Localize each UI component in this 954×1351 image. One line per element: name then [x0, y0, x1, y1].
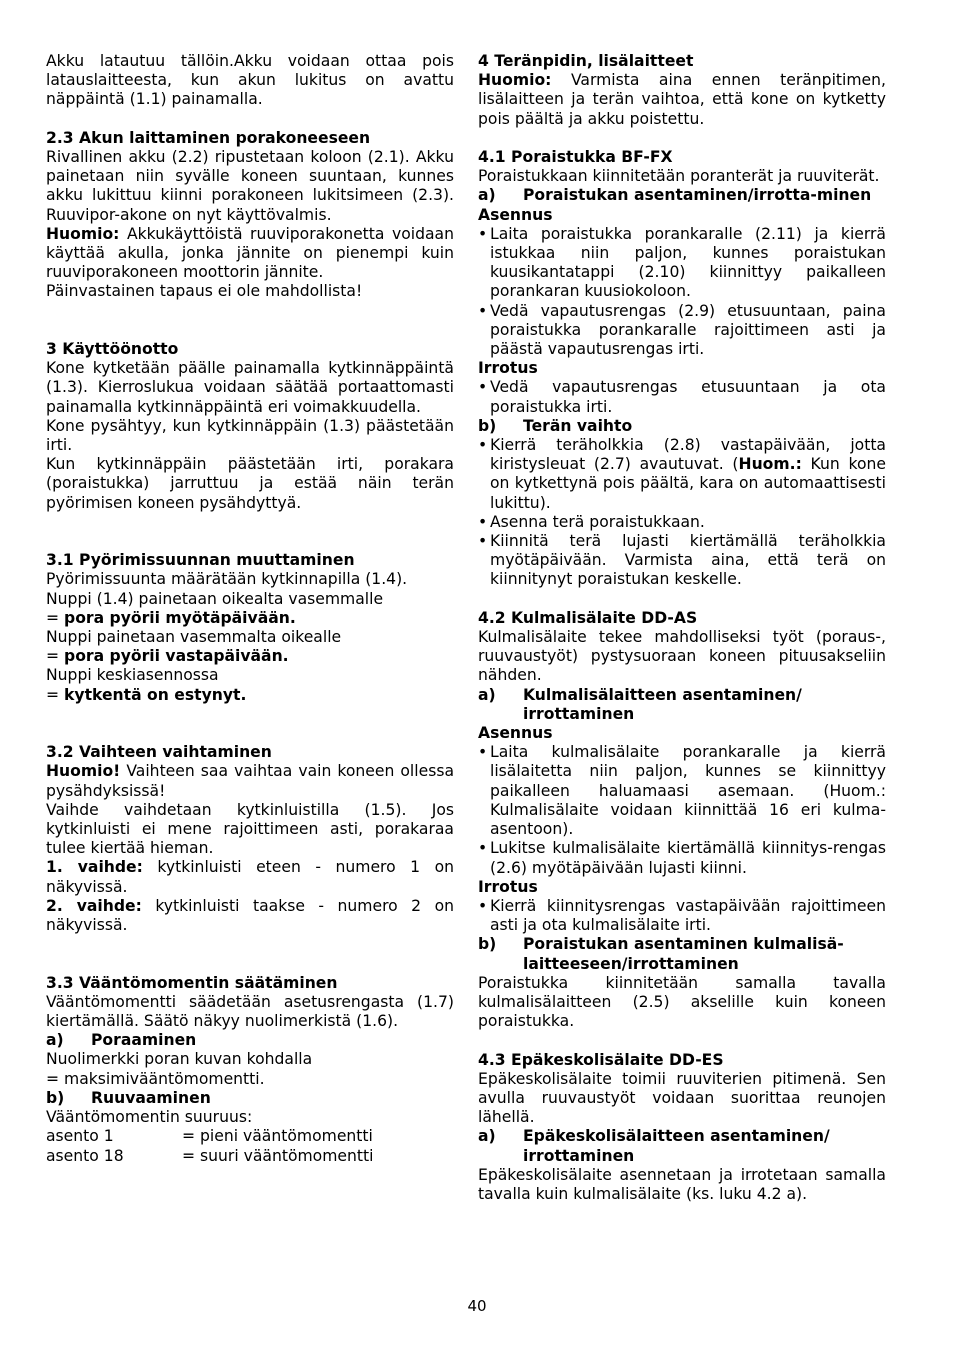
section-2-3-heading: 2.3 Akun laittaminen porakoneeseen	[46, 128, 371, 147]
section-3-paragraph-1: Kone kytketään päälle painamalla kytkinnäppäintä (1.3). Kierroslukua voidaan säätää portaattomasti painamalla kytkinnäppäintä eri voimakkuudella.	[46, 359, 454, 416]
subsection-title: Terän vaihto	[523, 416, 633, 435]
subsection-a-angle-mounting	[478, 686, 886, 724]
section-2-3-note	[46, 225, 454, 283]
section-3-paragraph-3: Kun kytkinnäppäin päästetään irti, porakara (poraistukka) jarruttuu ja estää näin terän pyörimisen koneen pysähdyttyä.	[46, 455, 454, 512]
section-4-3-heading: 4.3 Epäkeskolisälaite DD-ES	[478, 1050, 724, 1069]
gear-2-text: kytkinluisti taakse - numero 2 on näkyvissä.	[46, 896, 455, 935]
subsection-b-chuck-on-angle	[478, 935, 886, 973]
torque-position: asento 18	[46, 1146, 124, 1165]
torque-value: = pieni vääntömomentti	[182, 1127, 373, 1146]
section-3-1-line: Nuppi (1.4) painetaan oikealta vasemmalle	[46, 589, 384, 608]
drilling-line: = maksimivääntömomentti.	[46, 1069, 265, 1088]
section-3-3-paragraph: Vääntömomentti säädetään asetusrengasta (1.7) kiertämällä. Säätö näkyy nuolimerkistä (1.6).	[46, 992, 454, 1031]
note-label: Huomio!	[46, 762, 121, 781]
result-counterclockwise: pora pyörii vastapäivään.	[64, 647, 289, 666]
section-4-1-heading: 4.1 Poraistukka BF-FX	[478, 148, 673, 166]
section-4-3-paragraph-2: Epäkeskolisälaite asennetaan ja irrotetaan samalla tavalla kuin kulmalisälaite (ks. luku 4.2 a).	[478, 1165, 886, 1203]
note-text: Varmista aina ennen teränpitimen, lisälaitteen ja terän vaihtoa, että kone on kytketty pois päältä ja akku poistettu.	[478, 71, 886, 128]
note-label: Huom.:	[738, 455, 802, 474]
section-4-2-heading: 4.2 Kulmalisälaite DD-AS	[478, 608, 698, 627]
intro-paragraph: Akku latautuu tällöin.Akku voidaan ottaa pois latauslaitteesta, kun akun lukitus on avattu näppäintä (1.1) painamalla.	[46, 52, 454, 109]
bullet-item	[478, 436, 886, 513]
note-label: Huomio:	[478, 71, 552, 90]
torque-value: = suuri vääntömomentti	[182, 1146, 374, 1165]
section-4-3-paragraph: Epäkeskolisälaite toimii ruuviterien pitimenä. Sen avulla ruuvaustyöt voidaan suorittaa reunojen lähellä.	[478, 1069, 886, 1127]
gear-2-description	[46, 897, 454, 935]
installation-heading: Asennus	[478, 724, 553, 743]
gear-1-description	[46, 858, 454, 896]
bullet-item: • Lukitse kulmalisälaite kiertämällä kiinnitys-rengas (2.6) myötäpäivään lujasti kiinni.	[478, 839, 886, 877]
bullet-item: • Vedä vapautusrengas (2.9) etusuuntaan, paina poraistukka porankaralle rajoittimeen asti ja päästä vapautusrengas irti.	[478, 302, 886, 360]
subsection-label: a)	[478, 685, 496, 704]
note-text: Akkukäyttöistä ruuviporakonetta voidaan käyttää akulla, jonka jännite on pienempi kuin ruuviporakoneen moottorin jännite.	[46, 224, 454, 282]
subsection-title: Poraaminen	[91, 1031, 197, 1050]
gear-1-label: 1. vaihde:	[46, 858, 143, 877]
gear-1-text: kytkinluisti eteen - numero 1 on näkyvissä.	[46, 858, 455, 896]
note-label: Huomio:	[46, 224, 120, 243]
note-text: Vaihteen saa vaihtaa vain koneen ollessa pysähdyksissä!	[46, 762, 454, 800]
section-2-3-final: Päinvastainen tapaus ei ole mahdollista!	[46, 282, 363, 301]
subsection-title: Kulmalisälaitteen asentaminen/ irrottaminen	[523, 685, 802, 723]
section-4-2-paragraph: Kulmalisälaite tekee mahdolliseksi työt (poraus-, ruuvaustyöt) pystysuoraan koneen pituusakseliin nähden.	[478, 628, 886, 685]
bullet-item: • Laita kulmalisälaite porankaralle ja kierrä lisälaitetta niin paljon, kunnes se kiinnittyy paikalleen haluamaasi asemaan. (Huom.: Kulmalisälaite voidaan kiinnittää 16 eri kulma-asentoon).	[478, 743, 886, 839]
subsection-b-screwing	[46, 1089, 454, 1108]
bullet-text: Kierrä teräholkkia (2.8) vastapäivään, jotta kiristysleuat (2.7) avautuvat. (	[490, 436, 886, 474]
section-3-1-line: Nuppi keskiasennossa	[46, 666, 219, 685]
installation-heading: Asennus	[478, 205, 553, 224]
equals-sign: =	[46, 685, 65, 704]
section-3-1-result	[46, 647, 454, 666]
torque-position: asento 1	[46, 1127, 114, 1146]
section-2-3-paragraph: Rivallinen akku (2.2) ripustetaan koloon (2.1). Akku painetaan niin syvälle koneen suuntaan, kunnes akku lukittuu kiinni porakoneen lukitsimeen (2.3). Ruuvipor-akone on nyt käyttövalmis.	[46, 148, 454, 224]
result-locked: kytkentä on estynyt.	[64, 685, 247, 704]
bullet-item: • Vedä vapautusrengas etusuuntaan ja ota poraistukka irti.	[478, 378, 886, 416]
section-3-heading: 3 Käyttöönotto	[46, 340, 179, 359]
subsection-label: b)	[46, 1088, 65, 1107]
equals-sign: =	[46, 608, 65, 627]
bullet-item: • Kiinnitä terä lujasti kiertämällä teräholkkia myötäpäivään. Varmista aina, että terä on kiinnitynyt poraistukan keskelle.	[478, 532, 886, 590]
section-4-2-paragraph-2: Poraistukka kiinnitetään samalla tavalla kulmalisälaitteen (2.5) akselille kuin koneen poraistukka.	[478, 973, 886, 1031]
subsection-label: b)	[478, 416, 497, 435]
equals-sign: =	[46, 647, 65, 666]
bullet-item: • Asenna terä poraistukkaan.	[478, 513, 886, 532]
section-3-2-note	[46, 762, 454, 800]
section-3-paragraph-2: Kone pysähtyy, kun kytkinnäppäin (1.3) päästetään irti.	[46, 416, 454, 455]
section-3-2-paragraph: Vaihde vaihdetaan kytkinluistilla (1.5). Jos kytkinluisti ei mene rajoittimeen asti, porakaraa tulee kiertää hieman.	[46, 800, 454, 858]
section-3-1-result	[46, 609, 454, 628]
section-3-1-line: Nuppi painetaan vasemmalta oikealle	[46, 628, 342, 647]
section-4-heading: 4 Teränpidin, lisälaitteet	[478, 52, 694, 70]
torque-row	[46, 1147, 454, 1166]
bullet-text: Kun kone on kytkettynä pois päältä, kara on automaattisesti lukittu).	[490, 455, 886, 512]
subsection-title: Poraistukan asentaminen kulmalisä-laitteeseen/irrottaminen	[523, 935, 844, 973]
removal-heading: Irrotus	[478, 359, 538, 378]
subsection-a-eccentric-mounting	[478, 1127, 886, 1165]
drilling-line: Nuolimerkki poran kuvan kohdalla	[46, 1050, 313, 1069]
gear-2-label: 2. vaihde:	[46, 896, 142, 915]
left-column	[46, 52, 454, 1166]
section-4-1-paragraph: Poraistukkaan kiinnitetään poranterät ja ruuviterät.	[478, 167, 880, 186]
page-number: 40	[467, 1297, 487, 1315]
screwing-line: Vääntömomentin suuruus:	[46, 1108, 253, 1127]
subsection-label: a)	[46, 1031, 64, 1050]
subsection-label: a)	[478, 1127, 496, 1146]
right-column	[478, 52, 886, 1204]
subsection-title: Epäkeskolisälaitteen asentaminen/ irrottaminen	[523, 1127, 830, 1165]
section-3-1-result	[46, 686, 454, 705]
removal-heading: Irrotus	[478, 877, 538, 896]
subsection-label: a)	[478, 186, 496, 205]
section-3-3-heading: 3.3 Vääntömomentin säätäminen	[46, 973, 338, 992]
bullet-item: • Laita poraistukka porankaralle (2.11) ja kierrä istukkaa niin paljon, kunnes poraistukan kuusikantatappi (2.10) kiinnittyy paikalleen porankaran kuusiokoloon.	[478, 225, 886, 302]
subsection-a-drilling	[46, 1031, 454, 1050]
torque-row	[46, 1127, 454, 1146]
section-3-1-heading: 3.1 Pyörimissuunnan muuttaminen	[46, 551, 355, 570]
subsection-a-chuck-mounting	[478, 186, 886, 205]
result-clockwise: pora pyörii myötäpäivään.	[64, 608, 296, 627]
section-3-2-heading: 3.2 Vaihteen vaihtaminen	[46, 743, 272, 762]
subsection-title: Ruuvaaminen	[91, 1088, 211, 1107]
subsection-title: Poraistukan asentaminen/irrotta-minen	[523, 186, 872, 205]
bullet-item: • Kierrä kiinnitysrengas vastapäivään rajoittimeen asti ja ota kulmalisälaite irti.	[478, 897, 886, 935]
subsection-b-bit-change	[478, 417, 886, 436]
subsection-label: b)	[478, 935, 497, 954]
section-4-note	[478, 71, 886, 129]
section-3-1-line: Pyörimissuunta määrätään kytkinnapilla (1.4).	[46, 570, 408, 589]
